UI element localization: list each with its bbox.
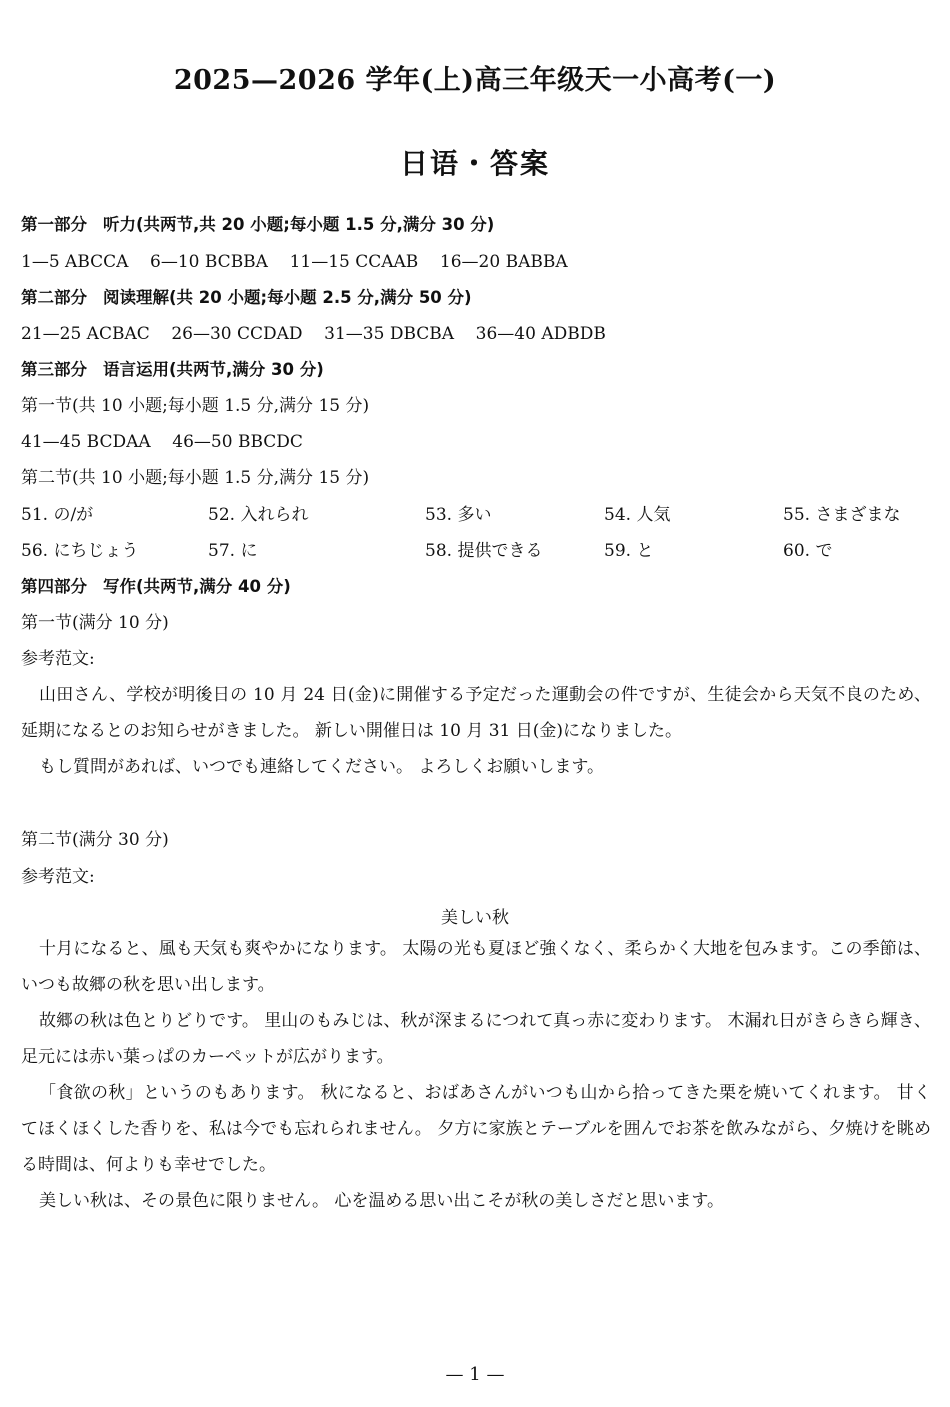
- fill-answer: 58. 提供できる: [425, 541, 543, 561]
- part3-section1-title: 第一节(共 10 小题;每小题 1.5 分,满分 15 分): [21, 396, 370, 416]
- part4-heading-detail: 写作(共两节,满分 40 分): [103, 577, 291, 596]
- essay-title: 美しい秋: [441, 908, 509, 928]
- page-subtitle: 日语・答案: [399, 147, 550, 180]
- part3-section2-title: 第二节(共 10 小题;每小题 1.5 分,满分 15 分): [21, 468, 370, 488]
- part4-heading-label: 第四部分: [21, 577, 87, 596]
- essay2-paragraph: 故郷の秋は色とりどりです。 里山のもみじは、秋が深まるにつれて真っ赤に変わります。 木漏れ日がきらきら輝き、足元には赤い葉っぱのカーペットが広がります。: [21, 1011, 931, 1067]
- part4-section1-ref-label: 参考范文:: [21, 649, 95, 669]
- part3-heading: [21, 359, 324, 381]
- part1-heading: [21, 214, 494, 236]
- part4-heading: [21, 576, 291, 598]
- part4-section2-ref-label: 参考范文:: [21, 867, 95, 887]
- page-title: 2025—2026 学年(上)高三年级天一小高考(一): [173, 65, 777, 96]
- part3-heading-detail: 语言运用(共两节,满分 30 分): [103, 360, 324, 379]
- essay2-paragraph: 十月になると、風も天気も爽やかになります。 太陽の光も夏ほど強くなく、柔らかく大地を包みます。この季節は、いつも故郷の秋を思い出します。: [21, 939, 931, 995]
- part1-heading-label: 第一部分: [21, 215, 87, 234]
- part2-heading-detail: 阅读理解(共 20 小题;每小题 2.5 分,满分 50 分): [103, 288, 472, 307]
- part3-section1-answers: 41—45 BCDAA 46—50 BBCDC: [21, 432, 303, 452]
- fill-answer: 51. の/が: [21, 505, 94, 525]
- part2-heading-label: 第二部分: [21, 288, 87, 307]
- part4-section2-title: 第二节(满分 30 分): [21, 830, 169, 850]
- essay1-paragraph: もし質問があれば、いつでも連絡してください。 よろしくお願いします。: [39, 757, 605, 777]
- part4-section1-title: 第一节(满分 10 分): [21, 613, 169, 633]
- part2-heading: [21, 287, 472, 309]
- fill-answer: 56. にちじょう: [21, 541, 139, 561]
- fill-answer: 57. に: [208, 541, 258, 561]
- fill-answer: 59. と: [604, 541, 654, 561]
- fill-answer: 52. 入れられ: [208, 505, 309, 525]
- part1-answers: 1—5 ABCCA 6—10 BCBBA 11—15 CCAAB 16—20 BABBA: [21, 252, 568, 272]
- essay2-paragraph: 美しい秋は、その景色に限りません。 心を温める思い出こそが秋の美しさだと思います。: [39, 1191, 725, 1211]
- essay1-paragraph: 山田さん、学校が明後日の 10 月 24 日(金)に開催する予定だった運動会の件ですが、生徒会から天気不良のため、延期になるとのお知らせがきました。 新しい開催日は 10 月 31 日(金)になりました。: [21, 685, 931, 741]
- essay2-paragraph: 「食欲の秋」というのもあります。 秋になると、おばあさんがいつも山から拾ってきた栗を焼いてくれます。 甘くてほくほくした香りを、私は今でも忘れられません。 夕方に家族とテーブルを囲んでお茶を飲みながら、夕焼けを眺める時間は、何よりも幸せでした。: [21, 1083, 931, 1175]
- part2-answers: 21—25 ACBAC 26—30 CCDAD 31—35 DBCBA 36—40 ADBDB: [21, 324, 606, 344]
- fill-answer: 55. さまざまな: [783, 505, 901, 525]
- part1-heading-detail: 听力(共两节,共 20 小题;每小题 1.5 分,满分 30 分): [103, 215, 495, 234]
- page-number: — 1 —: [445, 1364, 505, 1385]
- part3-heading-label: 第三部分: [21, 360, 87, 379]
- fill-answer: 54. 人気: [604, 505, 671, 525]
- fill-answer: 53. 多い: [425, 505, 492, 525]
- fill-answer: 60. で: [783, 541, 833, 561]
